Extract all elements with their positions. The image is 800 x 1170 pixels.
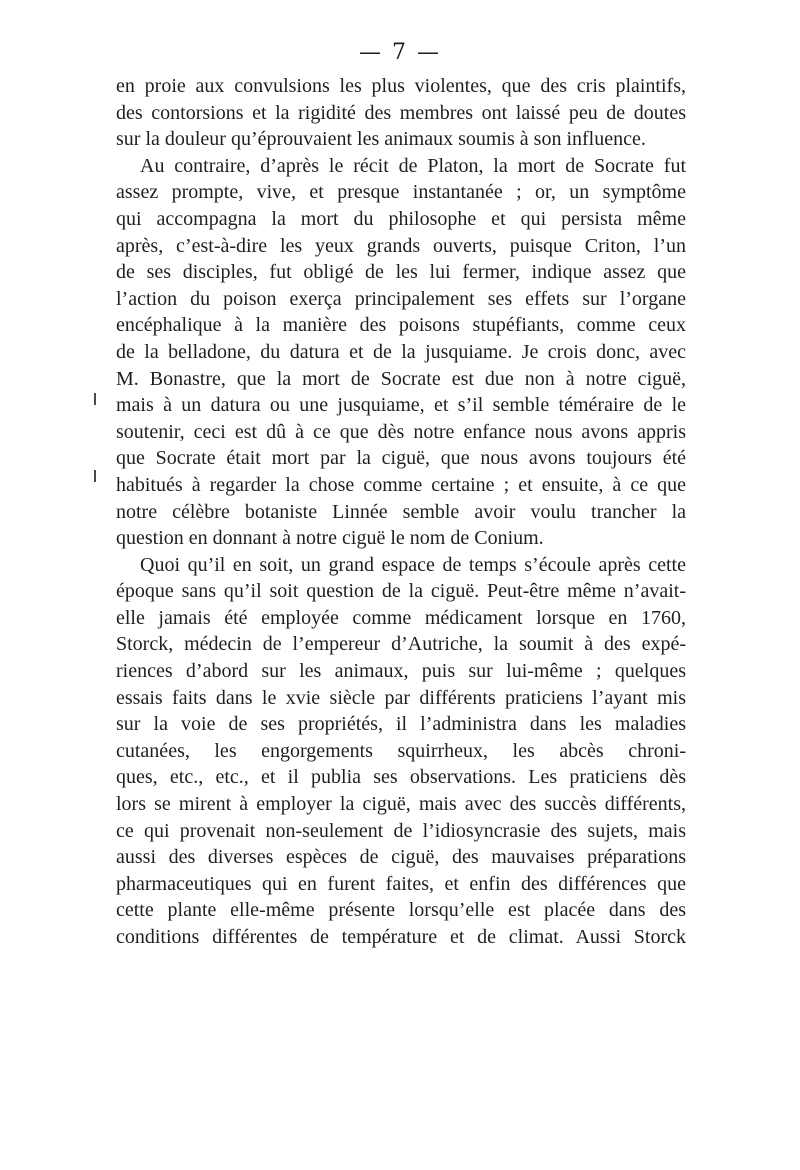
- margin-mark: [94, 393, 96, 405]
- text-line: Quoi qu’il en soit, un grand espace de temps s’écoule après cette: [140, 553, 686, 576]
- text-line: des contorsions et la rigidité des membres ont laissé peu de doutes: [116, 101, 686, 124]
- text-line: époque sans qu’il soit question de la ciguë. Peut-être même n’avait-: [116, 580, 686, 603]
- text-line: soutenir, ceci est dû à ce que dès notre enfance nous avons appris: [116, 420, 686, 443]
- text-line: question en donnant à notre ciguë le nom de Conium.: [116, 527, 544, 550]
- text-line: notre célèbre botaniste Linnée semble avoir voulu trancher la: [116, 500, 686, 523]
- text-line: cette plante elle-même présente lorsqu’elle est placée dans des: [116, 899, 686, 922]
- text-line: riences d’abord sur les animaux, puis sur lui-même ; quelques: [116, 660, 686, 683]
- text-line: assez prompte, vive, et presque instantanée ; or, un symptôme: [116, 181, 686, 204]
- text-line: cutanées, les engorgements squirrheux, les abcès chroni-: [116, 739, 686, 762]
- text-line: en proie aux convulsions les plus violentes, que des cris plaintifs,: [116, 75, 686, 97]
- text-line: ques, etc., etc., et il publia ses observations. Les praticiens dès: [116, 766, 686, 789]
- text-line: Au contraire, d’après le récit de Platon, la mort de Socrate fut: [140, 154, 686, 177]
- text-line: mais à un datura ou une jusquiame, et s’il semble téméraire de le: [116, 394, 686, 417]
- text-line: de la belladone, du datura et de la jusquiame. Je crois donc, avec: [116, 340, 686, 363]
- text-line: M. Bonastre, que la mort de Socrate est due non à notre ciguë,: [116, 367, 686, 390]
- text-line: encéphalique à la manière des poisons stupéfiants, comme ceux: [116, 314, 686, 337]
- body-text: [116, 73, 686, 951]
- text-line: que Socrate était mort par la ciguë, que nous avons toujours été: [116, 447, 686, 470]
- text-line: qui accompagna la mort du philosophe et qui persista même: [116, 207, 686, 230]
- text-line: ce qui provenait non-seulement de l’idiosyncrasie des sujets, mais: [116, 819, 686, 842]
- text-line: conditions différentes de température et de climat. Aussi Storck: [116, 926, 686, 948]
- text-line: habitués à regarder la chose comme certaine ; et ensuite, à ce que: [116, 473, 686, 496]
- text-line: pharmaceutiques qui en furent faites, et enfin des différences que: [116, 872, 686, 895]
- text-line: sur la voie de ses propriétés, il l’administra dans les maladies: [116, 713, 686, 736]
- text-line: Storck, médecin de l’empereur d’Autriche, la soumit à des expé-: [116, 633, 686, 656]
- text-line: essais faits dans le xvie siècle par différents praticiens l’ayant mis: [116, 686, 686, 709]
- text-line: l’action du poison exerça principalement ses effets sur l’organe: [116, 287, 686, 310]
- text-line: lors se mirent à employer la ciguë, mais avec des succès différents,: [116, 793, 686, 816]
- page-number: — 7 —: [359, 40, 441, 65]
- text-line: sur la douleur qu’éprouvaient les animaux soumis à son influence.: [116, 128, 646, 151]
- text-line: aussi des diverses espèces de ciguë, des mauvaises préparations: [116, 846, 686, 869]
- text-line: elle jamais été employée comme médicament lorsque en 1760,: [116, 606, 686, 629]
- text-line: après, c’est-à-dire les yeux grands ouverts, puisque Criton, l’un: [116, 234, 686, 257]
- text-line: de ses disciples, fut obligé de les lui fermer, indique assez que: [116, 261, 686, 284]
- margin-mark: [94, 470, 96, 482]
